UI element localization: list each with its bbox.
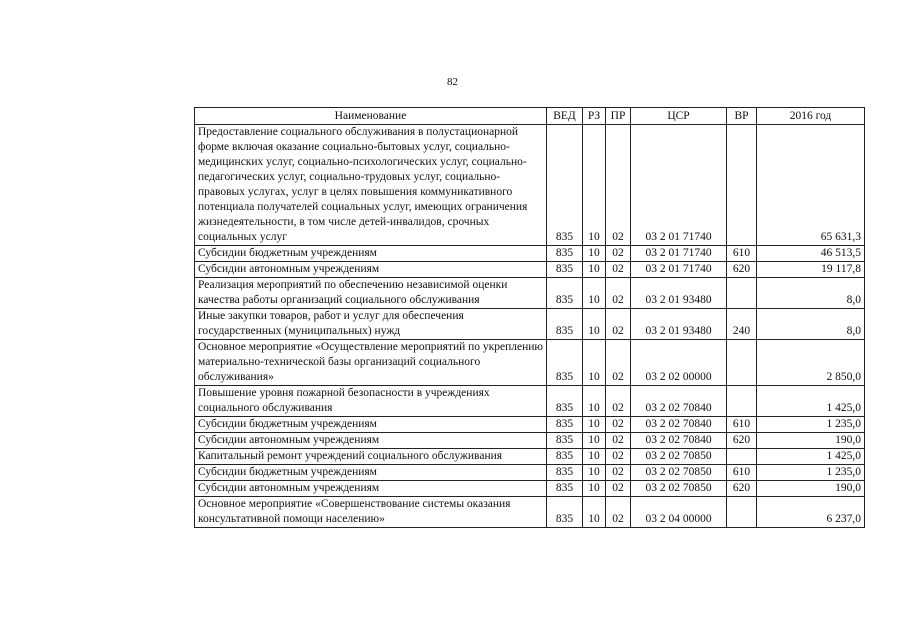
table-row <box>195 340 865 386</box>
header-ved: ВЕД <box>547 108 583 125</box>
row-rz: 10 <box>583 278 606 309</box>
header-csr: ЦСР <box>631 108 727 125</box>
row-amount: 46 513,5 <box>757 246 865 262</box>
table-row <box>195 417 865 433</box>
row-rz: 10 <box>583 125 606 246</box>
row-name: Предоставление социального обслуживания в полустационарной форме включая оказание социально-бытовых услуг, социально-медицинских услуг, социально-психологических услуг, социально-педагогических услуг, социально-трудовых услуг, социально-правовых услугах, услуг в целях повышения коммуникативного потенциала получателей социальных услуг, имеющих ограничения жизнедеятельности, в том числе детей-инвалидов, срочных социальных услуг <box>195 125 547 246</box>
row-vr: 610 <box>727 246 757 262</box>
row-vr: 620 <box>727 262 757 278</box>
row-pr: 02 <box>606 497 631 528</box>
row-name: Субсидии бюджетным учреждениям <box>195 246 547 262</box>
row-rz: 10 <box>583 309 606 340</box>
row-rz: 10 <box>583 262 606 278</box>
row-vr <box>727 125 757 246</box>
row-name: Субсидии автономным учреждениям <box>195 262 547 278</box>
row-pr: 02 <box>606 246 631 262</box>
row-pr: 02 <box>606 262 631 278</box>
row-csr: 03 2 02 70840 <box>631 386 727 417</box>
row-pr: 02 <box>606 433 631 449</box>
row-csr: 03 2 01 71740 <box>631 246 727 262</box>
row-amount: 8,0 <box>757 278 865 309</box>
row-pr: 02 <box>606 125 631 246</box>
row-vr <box>727 340 757 386</box>
table-row <box>195 125 865 246</box>
row-vr: 610 <box>727 417 757 433</box>
row-name: Основное мероприятие «Осуществление мероприятий по укреплению материально-технической базы организаций социального обслуживания» <box>195 340 547 386</box>
row-pr: 02 <box>606 481 631 497</box>
row-ved: 835 <box>547 465 583 481</box>
row-pr: 02 <box>606 417 631 433</box>
row-vr <box>727 278 757 309</box>
table-row <box>195 465 865 481</box>
row-name: Субсидии бюджетным учреждениям <box>195 465 547 481</box>
row-vr <box>727 497 757 528</box>
row-ved: 835 <box>547 278 583 309</box>
row-rz: 10 <box>583 246 606 262</box>
row-rz: 10 <box>583 465 606 481</box>
row-vr: 610 <box>727 465 757 481</box>
row-vr <box>727 386 757 417</box>
row-csr: 03 2 01 71740 <box>631 125 727 246</box>
row-name: Иные закупки товаров, работ и услуг для обеспечения государственных (муниципальных) нужд <box>195 309 547 340</box>
row-pr: 02 <box>606 340 631 386</box>
header-rz: РЗ <box>583 108 606 125</box>
table-row <box>195 497 865 528</box>
header-name: Наименование <box>195 108 547 125</box>
row-rz: 10 <box>583 449 606 465</box>
row-amount: 19 117,8 <box>757 262 865 278</box>
row-ved: 835 <box>547 246 583 262</box>
row-amount: 1 235,0 <box>757 417 865 433</box>
row-rz: 10 <box>583 340 606 386</box>
table-row <box>195 433 865 449</box>
table-row <box>195 309 865 340</box>
row-amount: 190,0 <box>757 433 865 449</box>
row-rz: 10 <box>583 497 606 528</box>
header-vr: ВР <box>727 108 757 125</box>
row-ved: 835 <box>547 340 583 386</box>
row-name: Субсидии автономным учреждениям <box>195 433 547 449</box>
row-pr: 02 <box>606 465 631 481</box>
row-pr: 02 <box>606 309 631 340</box>
row-amount: 190,0 <box>757 481 865 497</box>
row-csr: 03 2 02 70850 <box>631 481 727 497</box>
row-name: Субсидии автономным учреждениям <box>195 481 547 497</box>
row-amount: 2 850,0 <box>757 340 865 386</box>
row-csr: 03 2 02 70840 <box>631 417 727 433</box>
table-row <box>195 386 865 417</box>
row-vr: 620 <box>727 481 757 497</box>
table-row <box>195 262 865 278</box>
table-header-row <box>195 108 865 125</box>
table-row <box>195 481 865 497</box>
row-amount: 1 425,0 <box>757 386 865 417</box>
row-pr: 02 <box>606 278 631 309</box>
row-name: Капитальный ремонт учреждений социального обслуживания <box>195 449 547 465</box>
row-amount: 1 425,0 <box>757 449 865 465</box>
row-csr: 03 2 02 70850 <box>631 449 727 465</box>
row-rz: 10 <box>583 417 606 433</box>
row-amount: 8,0 <box>757 309 865 340</box>
table-row <box>195 449 865 465</box>
row-amount: 1 235,0 <box>757 465 865 481</box>
row-ved: 835 <box>547 309 583 340</box>
row-ved: 835 <box>547 481 583 497</box>
row-pr: 02 <box>606 449 631 465</box>
row-csr: 03 2 02 70840 <box>631 433 727 449</box>
row-csr: 03 2 02 70850 <box>631 465 727 481</box>
row-csr: 03 2 02 00000 <box>631 340 727 386</box>
row-ved: 835 <box>547 125 583 246</box>
row-ved: 835 <box>547 417 583 433</box>
row-vr: 240 <box>727 309 757 340</box>
row-csr: 03 2 01 93480 <box>631 278 727 309</box>
budget-table <box>194 107 865 528</box>
row-vr: 620 <box>727 433 757 449</box>
row-ved: 835 <box>547 497 583 528</box>
page-number: 82 <box>447 76 458 88</box>
row-ved: 835 <box>547 433 583 449</box>
table-row <box>195 246 865 262</box>
row-name: Повышение уровня пожарной безопасности в учреждениях социального обслуживания <box>195 386 547 417</box>
row-csr: 03 2 01 71740 <box>631 262 727 278</box>
row-ved: 835 <box>547 449 583 465</box>
row-rz: 10 <box>583 386 606 417</box>
row-name: Основное мероприятие «Совершенствование системы оказания консультативной помощи населению» <box>195 497 547 528</box>
row-csr: 03 2 01 93480 <box>631 309 727 340</box>
header-pr: ПР <box>606 108 631 125</box>
row-vr <box>727 449 757 465</box>
row-ved: 835 <box>547 386 583 417</box>
row-ved: 835 <box>547 262 583 278</box>
row-name: Реализация мероприятий по обеспечению независимой оценки качества работы организаций социального обслуживания <box>195 278 547 309</box>
row-name: Субсидии бюджетным учреждениям <box>195 417 547 433</box>
table-row <box>195 278 865 309</box>
header-year: 2016 год <box>757 108 865 125</box>
row-csr: 03 2 04 00000 <box>631 497 727 528</box>
row-rz: 10 <box>583 481 606 497</box>
row-amount: 6 237,0 <box>757 497 865 528</box>
row-rz: 10 <box>583 433 606 449</box>
row-amount: 65 631,3 <box>757 125 865 246</box>
row-pr: 02 <box>606 386 631 417</box>
